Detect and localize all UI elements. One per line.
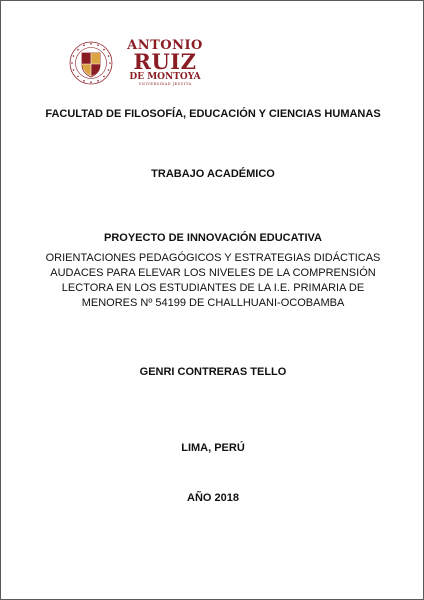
work-title-line: ORIENTACIONES PEDAGÓGICOS Y ESTRATEGIAS DIDÁCTICAS xyxy=(45,252,381,264)
work-title-line: AUDACES PARA ELEVAR LOS NIVELES DE LA COMPRENSIÓN xyxy=(50,267,376,279)
place: LIMA, PERÚ xyxy=(181,442,245,454)
logo-line-de-montoya: DE MONTOYA xyxy=(129,72,201,82)
work-type-heading: TRABAJO ACADÉMICO xyxy=(151,168,275,180)
university-shield-icon xyxy=(69,41,113,85)
work-title xyxy=(1,251,424,311)
author-name: GENRI CONTRERAS TELLO xyxy=(139,366,287,378)
project-type-heading: PROYECTO DE INNOVACIÓN EDUCATIVA xyxy=(104,232,322,244)
logo-line-ruiz: RUIZ xyxy=(133,49,197,74)
logo-line-antonio: ANTONIO xyxy=(127,38,203,53)
work-title-line: LECTORA EN LOS ESTUDIANTES DE LA I.E. PRIMARIA DE xyxy=(61,282,365,294)
logo-line-universidad-jesuita: UNIVERSIDAD JESUITA xyxy=(138,82,192,86)
year: AÑO 2018 xyxy=(187,492,239,504)
work-title-line: MENORES Nº 54199 DE CHALLHUANI-OCOBAMBA xyxy=(81,297,345,309)
university-logo xyxy=(69,39,209,87)
faculty-heading: FACULTAD DE FILOSOFÍA, EDUCACIÓN Y CIENCIAS HUMANAS xyxy=(45,108,381,120)
university-wordmark xyxy=(119,39,211,87)
